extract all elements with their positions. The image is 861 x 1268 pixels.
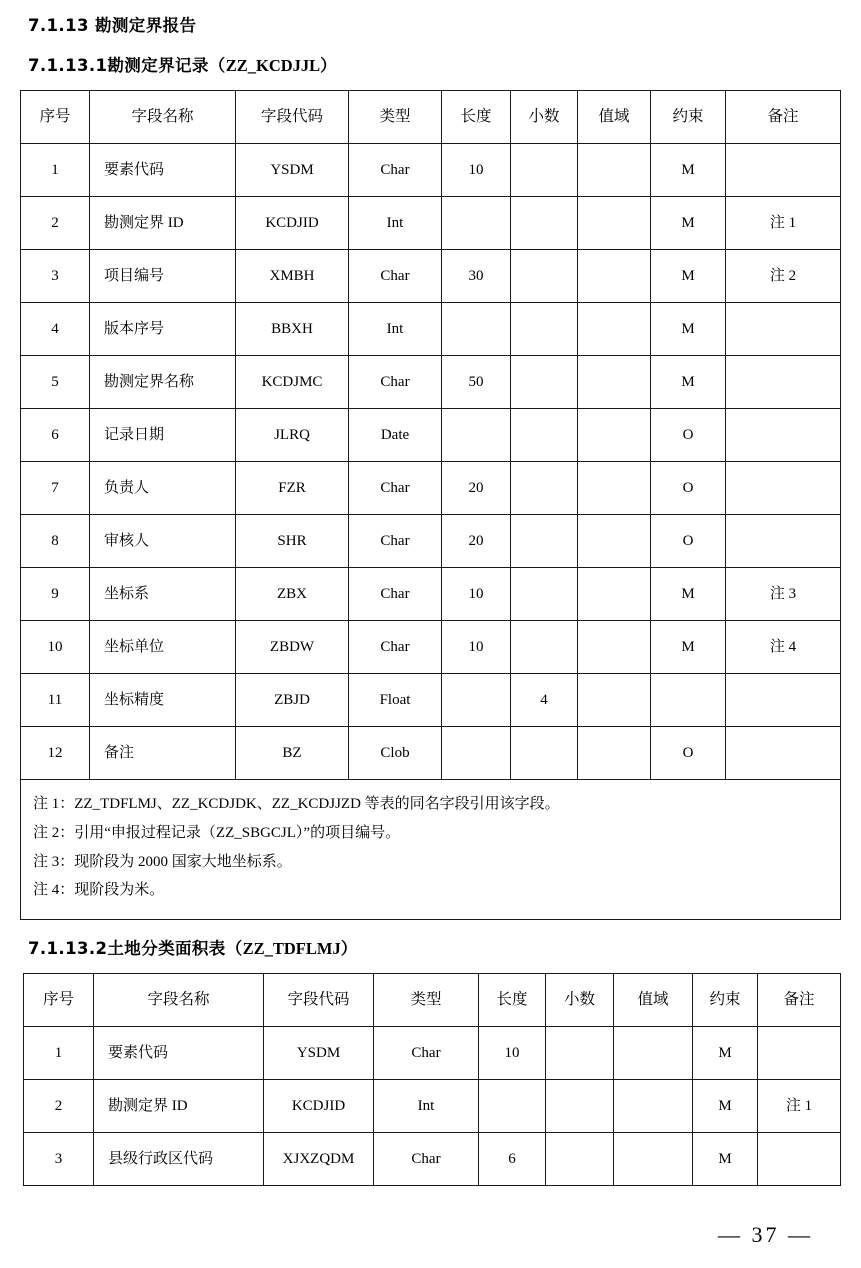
cell-type: Char — [349, 250, 442, 303]
table-note: 注 2：引用“申报过程记录（ZZ_SBGCJL）”的项目编号。 — [33, 824, 401, 841]
cell-domain — [578, 250, 651, 303]
cell-type: Int — [349, 303, 442, 356]
table-row — [21, 303, 841, 356]
table-row — [21, 356, 841, 409]
cell-field-code: KCDJID — [236, 197, 349, 250]
cell-length: 30 — [442, 250, 511, 303]
cell-seq: 2 — [24, 1080, 94, 1133]
cell-domain — [578, 462, 651, 515]
cell-domain — [578, 303, 651, 356]
cell-decimal — [511, 197, 578, 250]
table-row — [21, 621, 841, 674]
cell-length — [442, 674, 511, 727]
cell-type: Char — [374, 1027, 479, 1080]
subsection-heading-2-prefix: 7.1.13.2土地分类面积表（ — [28, 939, 243, 958]
cell-remark: 注 1 — [726, 197, 841, 250]
cell-constraint: M — [651, 356, 726, 409]
table-zz-tdflmj — [23, 973, 841, 1186]
cell-field-name: 负责人 — [90, 462, 236, 515]
cell-decimal — [511, 462, 578, 515]
subsection-heading-1-table-code: ZZ_KCDJJL — [225, 56, 321, 75]
table-row — [21, 515, 841, 568]
cell-field-name: 坐标单位 — [90, 621, 236, 674]
cell-constraint: M — [651, 197, 726, 250]
cell-type: Clob — [349, 727, 442, 780]
cell-seq: 10 — [21, 621, 90, 674]
cell-seq: 3 — [21, 250, 90, 303]
table-row — [21, 727, 841, 780]
cell-seq: 7 — [21, 462, 90, 515]
column-header-ziduanmingcheng: 字段名称 — [90, 91, 236, 144]
cell-field-code: BBXH — [236, 303, 349, 356]
column-header-leixing: 类型 — [349, 91, 442, 144]
column-header-changdu: 长度 — [479, 974, 546, 1027]
cell-type: Char — [349, 621, 442, 674]
column-header-ziduandaima: 字段代码 — [264, 974, 374, 1027]
cell-length: 50 — [442, 356, 511, 409]
cell-field-code: XJXZQDM — [264, 1133, 374, 1186]
cell-field-name: 勘测定界名称 — [90, 356, 236, 409]
cell-seq: 1 — [21, 144, 90, 197]
cell-type: Int — [374, 1080, 479, 1133]
cell-field-name: 记录日期 — [90, 409, 236, 462]
cell-field-code: YSDM — [236, 144, 349, 197]
subsection-heading-2-table-code: ZZ_TDFLMJ — [242, 939, 341, 958]
cell-type: Char — [349, 568, 442, 621]
cell-constraint: M — [651, 303, 726, 356]
cell-constraint: O — [651, 462, 726, 515]
cell-length — [442, 727, 511, 780]
cell-length — [442, 303, 511, 356]
cell-field-code: ZBX — [236, 568, 349, 621]
cell-domain — [578, 197, 651, 250]
column-header-zhiyu: 值域 — [614, 974, 693, 1027]
cell-type: Float — [349, 674, 442, 727]
cell-length: 10 — [442, 144, 511, 197]
column-header-xiaoshu: 小数 — [546, 974, 614, 1027]
cell-field-name: 勘测定界 ID — [90, 197, 236, 250]
cell-field-code: XMBH — [236, 250, 349, 303]
cell-domain — [614, 1027, 693, 1080]
cell-length — [442, 197, 511, 250]
column-header-beizhu: 备注 — [726, 91, 841, 144]
cell-constraint: M — [651, 568, 726, 621]
subsection-heading-7-1-13-2 — [28, 935, 358, 959]
cell-remark — [758, 1133, 841, 1186]
cell-remark: 注 3 — [726, 568, 841, 621]
subsection-heading-1-suffix: ） — [320, 56, 338, 75]
cell-remark — [726, 674, 841, 727]
cell-remark — [726, 303, 841, 356]
table-note: 注 1：ZZ_TDFLMJ、ZZ_KCDJDK、ZZ_KCDJJZD 等表的同名字段引用该字段。 — [33, 796, 560, 812]
cell-constraint — [651, 674, 726, 727]
cell-decimal — [511, 144, 578, 197]
cell-field-name: 要素代码 — [94, 1027, 264, 1080]
cell-type: Char — [349, 144, 442, 197]
cell-type: Date — [349, 409, 442, 462]
table-row — [21, 568, 841, 621]
cell-domain — [578, 356, 651, 409]
cell-field-code: SHR — [236, 515, 349, 568]
cell-length — [442, 409, 511, 462]
table-zz-kcdjjl — [20, 90, 841, 920]
cell-domain — [614, 1133, 693, 1186]
cell-field-name: 县级行政区代码 — [94, 1133, 264, 1186]
cell-decimal — [511, 727, 578, 780]
cell-field-name: 项目编号 — [90, 250, 236, 303]
cell-field-code: KCDJID — [264, 1080, 374, 1133]
table-row — [24, 1080, 841, 1133]
column-header-yueshu: 约束 — [651, 91, 726, 144]
cell-remark — [758, 1027, 841, 1080]
cell-remark — [726, 515, 841, 568]
cell-decimal — [546, 1027, 614, 1080]
cell-constraint: M — [651, 250, 726, 303]
cell-domain — [578, 515, 651, 568]
table-notes-cell — [21, 780, 841, 920]
page-number: — 37 — — [718, 1222, 813, 1247]
cell-type: Char — [349, 462, 442, 515]
table-notes-row — [21, 780, 841, 920]
cell-seq: 4 — [21, 303, 90, 356]
cell-length — [479, 1080, 546, 1133]
cell-length: 10 — [442, 568, 511, 621]
cell-seq: 9 — [21, 568, 90, 621]
cell-field-code: ZBDW — [236, 621, 349, 674]
cell-decimal — [511, 515, 578, 568]
cell-decimal — [511, 250, 578, 303]
cell-field-code: JLRQ — [236, 409, 349, 462]
subsection-heading-2-suffix: ） — [340, 939, 358, 958]
cell-decimal — [546, 1080, 614, 1133]
cell-constraint: M — [693, 1027, 758, 1080]
cell-constraint: M — [651, 144, 726, 197]
cell-length: 20 — [442, 515, 511, 568]
cell-constraint: O — [651, 409, 726, 462]
cell-domain — [578, 144, 651, 197]
cell-field-code: ZBJD — [236, 674, 349, 727]
column-header-yueshu: 约束 — [693, 974, 758, 1027]
cell-type: Char — [349, 356, 442, 409]
table-row — [21, 462, 841, 515]
cell-decimal — [511, 621, 578, 674]
column-header-zhiyu: 值域 — [578, 91, 651, 144]
cell-remark: 注 1 — [758, 1080, 841, 1133]
cell-remark: 注 2 — [726, 250, 841, 303]
cell-seq: 6 — [21, 409, 90, 462]
cell-domain — [578, 568, 651, 621]
cell-decimal — [511, 409, 578, 462]
table-row — [24, 1133, 841, 1186]
cell-seq: 8 — [21, 515, 90, 568]
cell-decimal — [511, 568, 578, 621]
table-row — [21, 144, 841, 197]
cell-domain — [578, 621, 651, 674]
cell-field-name: 坐标系 — [90, 568, 236, 621]
table-row — [21, 197, 841, 250]
table-header-row — [21, 91, 841, 144]
column-header-leixing: 类型 — [374, 974, 479, 1027]
subsection-heading-7-1-13-1 — [28, 52, 337, 76]
table-row — [24, 1027, 841, 1080]
cell-field-name: 备注 — [90, 727, 236, 780]
cell-constraint: O — [651, 515, 726, 568]
cell-decimal — [511, 303, 578, 356]
table-row — [21, 674, 841, 727]
cell-constraint: M — [693, 1080, 758, 1133]
table-row — [21, 250, 841, 303]
cell-field-name: 要素代码 — [90, 144, 236, 197]
cell-length: 20 — [442, 462, 511, 515]
cell-constraint: M — [693, 1133, 758, 1186]
cell-length: 10 — [442, 621, 511, 674]
cell-decimal — [511, 356, 578, 409]
column-header-ziduanmingcheng: 字段名称 — [94, 974, 264, 1027]
cell-domain — [578, 674, 651, 727]
column-header-changdu: 长度 — [442, 91, 511, 144]
cell-field-code: YSDM — [264, 1027, 374, 1080]
column-header-beizhu: 备注 — [758, 974, 841, 1027]
cell-field-name: 坐标精度 — [90, 674, 236, 727]
cell-seq: 11 — [21, 674, 90, 727]
cell-decimal: 4 — [511, 674, 578, 727]
cell-field-name: 审核人 — [90, 515, 236, 568]
cell-seq: 3 — [24, 1133, 94, 1186]
column-header-xuhao: 序号 — [24, 974, 94, 1027]
cell-constraint: O — [651, 727, 726, 780]
cell-domain — [578, 727, 651, 780]
table-header-row — [24, 974, 841, 1027]
table-row — [21, 409, 841, 462]
cell-remark: 注 4 — [726, 621, 841, 674]
cell-remark — [726, 356, 841, 409]
cell-remark — [726, 462, 841, 515]
cell-field-name: 勘测定界 ID — [94, 1080, 264, 1133]
cell-domain — [578, 409, 651, 462]
cell-remark — [726, 409, 841, 462]
cell-remark — [726, 144, 841, 197]
column-header-ziduandaima: 字段代码 — [236, 91, 349, 144]
cell-length: 6 — [479, 1133, 546, 1186]
cell-field-name: 版本序号 — [90, 303, 236, 356]
cell-field-code: KCDJMC — [236, 356, 349, 409]
cell-decimal — [546, 1133, 614, 1186]
cell-constraint: M — [651, 621, 726, 674]
table-note: 注 3：现阶段为 2000 国家大地坐标系。 — [33, 853, 292, 870]
column-header-xuhao: 序号 — [21, 91, 90, 144]
cell-field-code: BZ — [236, 727, 349, 780]
cell-length: 10 — [479, 1027, 546, 1080]
cell-type: Char — [349, 515, 442, 568]
section-heading-7-1-13: 7.1.13 勘测定界报告 — [28, 16, 197, 35]
cell-seq: 12 — [21, 727, 90, 780]
cell-type: Int — [349, 197, 442, 250]
cell-field-code: FZR — [236, 462, 349, 515]
cell-domain — [614, 1080, 693, 1133]
cell-type: Char — [374, 1133, 479, 1186]
cell-remark — [726, 727, 841, 780]
cell-seq: 2 — [21, 197, 90, 250]
cell-seq: 5 — [21, 356, 90, 409]
table-note: 注 4：现阶段为米。 — [33, 882, 165, 899]
subsection-heading-1-prefix: 7.1.13.1勘测定界记录（ — [28, 56, 226, 75]
column-header-xiaoshu: 小数 — [511, 91, 578, 144]
cell-seq: 1 — [24, 1027, 94, 1080]
